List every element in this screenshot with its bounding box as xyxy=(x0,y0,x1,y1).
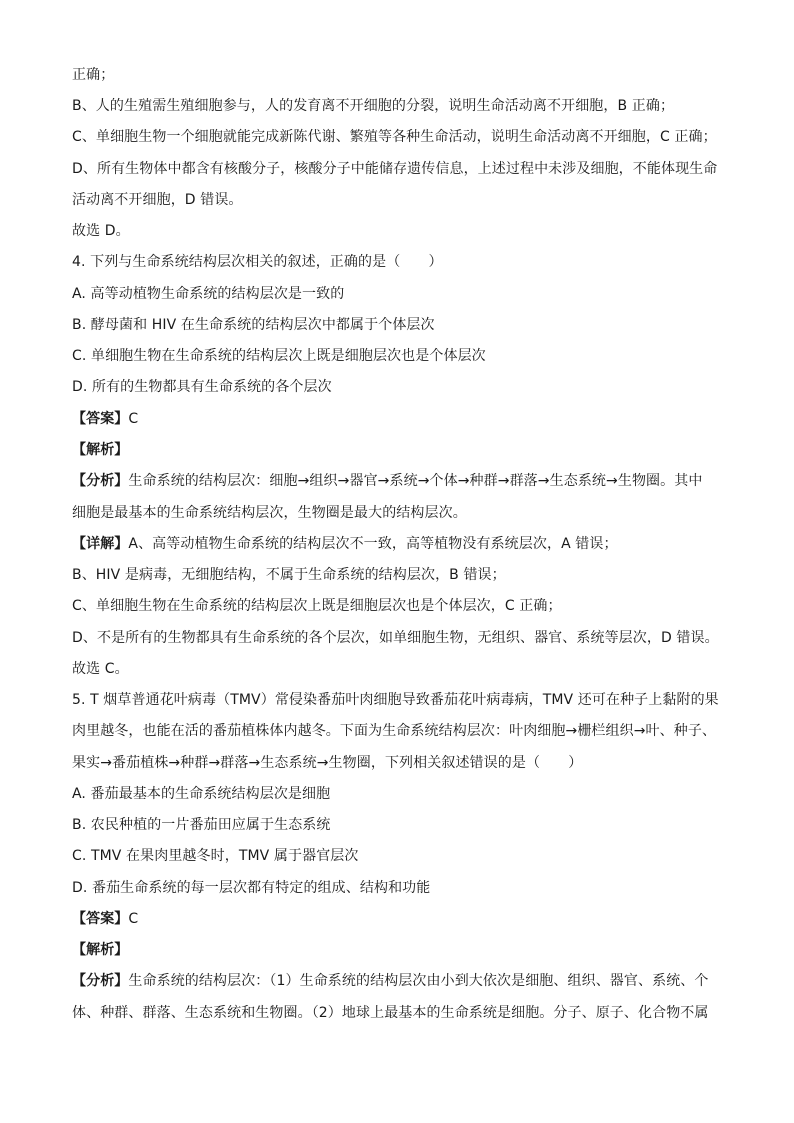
q4-stem: 4. 下列与生命系统结构层次相关的叙述，正确的是（ ） xyxy=(72,254,443,270)
q4-option-b: B. 酵母菌和 HIV 在生命系统的结构层次中都属于个体层次 xyxy=(72,317,435,333)
q4-xiangjie-line-c: C、单细胞生物在生命系统的结构层次上既是细胞层次也是个体层次，C 正确； xyxy=(72,598,562,614)
q4-fenxi-line-1 xyxy=(72,472,732,490)
q3-text-line-4: D、所有生物体中都含有核酸分子，核酸分子中能储存遗传信息，上述过程中未涉及细胞，不能体现生命 xyxy=(72,161,718,177)
q4-option-d: D. 所有的生物都具有生命系统的各个层次 xyxy=(72,379,332,395)
q5-fenxi-text-1: 生命系统的结构层次：（1）生命系统的结构层次由小到大依次是细胞、组织、器官、系统、个 xyxy=(128,973,709,989)
q4-xiangjie-line-d: D、不是所有的生物都具有生命系统的各个层次，如单细胞生物，无组织、器官、系统等层次，D 错误。 xyxy=(72,630,719,646)
q5-answer xyxy=(72,910,732,928)
q4-answer-label: 【答案】 xyxy=(72,411,129,427)
q4-analysis-heading: 【解析】 xyxy=(72,442,129,458)
q5-answer-label: 【答案】 xyxy=(72,911,129,927)
q5-stem-line-2: 肉里越冬，也能在活的番茄植株体内越冬。下面为生命系统结构层次：叶肉细胞→栅栏组织→叶、种子、 xyxy=(72,723,717,739)
q4-fenxi-line-2: 细胞是最基本的生命系统结构层次，生物圈是最大的结构层次。 xyxy=(72,505,467,521)
q5-fenxi-label: 【分析】 xyxy=(72,973,129,989)
q5-option-d: D. 番茄生命系统的每一层次都有特定的组成、结构和功能 xyxy=(72,880,431,896)
q3-text-line-2: B、人的生殖需生殖细胞参与，人的发育离不开细胞的分裂，说明生命活动离不开细胞，B 正确； xyxy=(72,98,675,114)
q4-answer-value: C xyxy=(128,411,139,427)
q3-conclusion: 故选 D。 xyxy=(72,223,130,239)
q5-fenxi-line-2: 体、种群、群落、生态系统和生物圈。（2）地球上最基本的生命系统是细胞。分子、原子、化合物不属 xyxy=(72,1005,709,1021)
q5-fenxi-line-1 xyxy=(72,972,732,990)
q4-xiangjie-text-1: A、高等动植物生命系统的结构层次不一致，高等植物没有系统层次，A 错误； xyxy=(128,536,618,552)
q5-option-a: A. 番茄最基本的生命系统结构层次是细胞 xyxy=(72,786,331,802)
q5-option-c: C. TMV 在果肉里越冬时，TMV 属于器官层次 xyxy=(72,848,359,864)
q4-fenxi-text-1: 生命系统的结构层次：细胞→组织→器官→系统→个体→种群→群落→生态系统→生物圈。其中 xyxy=(128,473,703,489)
q4-conclusion: 故选 C。 xyxy=(72,661,129,677)
q4-xiangjie-line-1 xyxy=(72,535,732,553)
q3-text-line-3: C、单细胞生物一个细胞就能完成新陈代谢、繁殖等各种生命活动，说明生命活动离不开细胞，C 正确； xyxy=(72,129,717,145)
q5-answer-value: C xyxy=(128,911,139,927)
q4-xiangjie-line-b: B、HIV 是病毒，无细胞结构，不属于生命系统的结构层次，B 错误； xyxy=(72,567,506,583)
q5-analysis-heading: 【解析】 xyxy=(72,942,129,958)
q3-text-line-5: 活动离不开细胞，D 错误。 xyxy=(72,192,243,208)
q4-option-a: A. 高等动植物生命系统的结构层次是一致的 xyxy=(72,286,345,302)
q4-fenxi-label: 【分析】 xyxy=(72,473,129,489)
q4-answer xyxy=(72,410,732,428)
q5-option-b: B. 农民种植的一片番茄田应属于生态系统 xyxy=(72,817,331,833)
q3-text-line-1: 正确； xyxy=(72,67,115,83)
q4-xiangjie-label: 【详解】 xyxy=(72,536,129,552)
q4-option-c: C. 单细胞生物在生命系统的结构层次上既是细胞层次也是个体层次 xyxy=(72,348,486,364)
q5-stem-line-3: 果实→番茄植株→种群→群落→生态系统→生物圈，下列相关叙述错误的是（ ） xyxy=(72,755,583,771)
q5-stem-line-1: 5. T 烟草普通花叶病毒（TMV）常侵染番茄叶肉细胞导致番茄花叶病毒病，TMV 还可在种子上黏附的果 xyxy=(72,692,719,708)
